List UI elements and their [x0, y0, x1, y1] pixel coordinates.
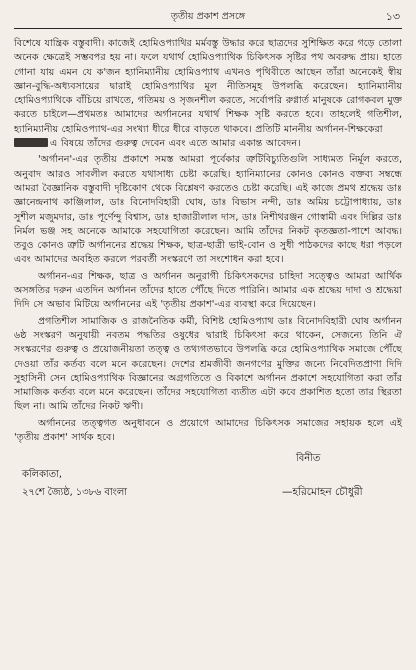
paragraph: 'অর্গানন'-এর তৃতীয় প্রকাশে সমস্ত আমরা পূর্বেকার ত্রুটিবিচ্যুতিগুলি সাধ্যমত নির্মূল করতে, অনুবাদ আরও সাবলীল করতে যথাসাধ্য চেষ্টা করেছি। হ্যানিম্যানের কোনও কোনও বক্তব্য সম্বন্ধে আমরা বৈজ্ঞানিক বস্তুবাদী দৃষ্টিকোণ থেকে বিশ্লেষণ করতেও চেষ্টা করেছি। এই কাজে প্রমথ শ্রদ্ধেয় ডাঃ জ্ঞানেন্দ্রনাথ কাঞ্জিলাল, ডাঃ বিনোদবিহারী ঘোষ, ডাঃ বিভাস নন্দী, ডাঃ অমিয় চট্টোপাধ্যায়, ডাঃ সুশীল মজুমদার, ডাঃ পূর্ণেন্দু বিশ্বাস, ডাঃ হাজারীলাল দাস, ডাঃ নিশীথরঞ্জন গোস্বামী এবং দিল্লির ডাঃ নির্মল ভঞ্জ সহ অনেকে আমাকে সহযোগিতা করেছেন। আমি তাঁদের নিকট কৃতজ্ঞতা-পাশে আবদ্ধ। তবুও কোনও ত্রুটি অর্গাননের শ্রদ্ধেয় শিক্ষক, ছাত্র-ছাত্রী ভাই-বোন ও সুধী পাঠকদের কাছে ধরা পড়লে এবং আমাদের অবহিত করলে পরবর্তী সংস্করণে তা সংশোধন করা হবে।: [14, 154, 402, 266]
header-rule: [14, 28, 402, 29]
signature-name: —হরিমোহন চৌধুরী: [282, 486, 363, 499]
paragraph: প্রগতিশীল সামাজিক ও রাজনৈতিক কর্মী, বিশিষ্ট হোমিওপ্যাথ ডাঃ বিনোদবিহারী ঘোষ অর্গানন ৬ষ্ঠ সংস্করণ অনুযায়ী নবতম পদ্ধতির ওষুধের দ্বারাই চিকিৎসা করে থাকেন, সেজন্যে তিনি ঐ সংস্করণের গুরুত্ব ও প্রয়োজনীয়তা তত্ত্ব ও তথ্যগতভাবে উপলব্ধি করে হোমিওপ্যাথিক সমাজে পৌঁছে দেওয়া তাঁর কর্তব্য বলে মনে করেছেন। দেশের শ্রমজীবী জনগণের মুক্তির জন্যে নিবেদিতপ্রাণা দিদি সুহাসিনী সেন হোমিওপ্যাথিক বিজ্ঞানের অগ্রগতিতে ও বিকাশে অর্গানন প্রকাশে সহযোগিতা করা তাঁর সামাজিক কর্তব্য বলে মনে করেছেন। তাঁদের সহযোগিতা ব্যতীত এটা কবে প্রকাশিত হতো তার স্থিরতা ছিল না। আমি তাঁদের নিকট ঋণী।: [14, 315, 402, 413]
redaction-mark: [14, 138, 48, 147]
signature-block: [14, 451, 402, 513]
signature-place: কলিকাতা,: [22, 469, 62, 481]
signature-regards: বিনীত: [296, 453, 321, 465]
paragraph-continued: এ বিষয়ে তাঁদের গুরুত্ব দেবেন এবং এতে আমার একান্ত আবেদন।: [14, 137, 402, 151]
page-number: ১৩: [385, 10, 400, 23]
signature-date: ২৭শে জ্যৈষ্ঠ, ১৩৮৬ বাংলা: [22, 487, 128, 499]
page-header: [14, 8, 402, 26]
body-text: [14, 37, 402, 445]
paragraph: অর্গাননের তত্ত্বগত অনুধাবনে ও প্রয়োগে আমাদের চিকিৎসক সমাজের সহায়ক হলে এই 'তৃতীয় প্রকাশ' সার্থক হবে।: [14, 417, 402, 444]
running-title: তৃতীয় প্রকাশ প্রসঙ্গে: [170, 11, 246, 22]
paragraph: অর্গানন-এর শিক্ষক, ছাত্র ও অর্গানন অনুরাগী চিকিৎসকদের চাহিদা সত্ত্বেও আমরা আর্থিক অসঙ্গতির দরুন এতদিন অর্গানন তাঁদের হাতে পৌঁছে দিতে পারিনি। আমার এক শ্রদ্ধেয় দাদা ও শ্রদ্ধেয়া দিদি সে অভাব মিটিয়ে অর্গাননের এই 'তৃতীয় প্রকাশ'-এর ব্যবস্থা করে দিয়েছেন।: [14, 270, 402, 311]
paragraph: বিশেষে যান্ত্রিক বস্তুবাদী। কাজেই হোমিওপ্যাথির মর্মবস্তু উদ্ধার করে ছাত্রদের সুশিক্ষিত করে গড়ে তোলা অনেক ক্ষেত্রেই সম্ভবপর হয় না। ফলে যথার্থ হোমিওপ্যাথিক চিকিৎসক সৃষ্টির পথ অবরুদ্ধ প্রায়। হাতে গোনা যায় এমন যে ক'জন হ্যানিম্যানীয় হোমিওপ্যাথ এখনও পৃথিবীতে আছেন তাঁরা অনেকেই স্বীয় জ্ঞান-বুদ্ধি-অধ্যবসায়ের দ্বারাই হোমিওপ্যাথির মূল নীতিসমূহ উপলব্ধি করেছেন। হ্যানিম্যানীয় হোমিওপ্যাথিকে বাঁচিয়ে রাখতে, গতিময় ও সৃজনশীল করতে, সর্বোপরি রুগ্নার্ত মানুষকে রোগকবল মুক্ত করতে চাইলে—প্রথমতঃ আমাদের অর্গাননের যথার্থ শিক্ষক সৃষ্টি করতে হবে। তাহলেই গতিশীল, হ্যানিম্যানীয় হোমিওপ্যাথ-এর সংখ্যা ধীরে ধীরে বাড়তে থাকবে। প্রতিটি মাননীয় অর্গানন-শিক্ষকেরা: [14, 38, 402, 135]
